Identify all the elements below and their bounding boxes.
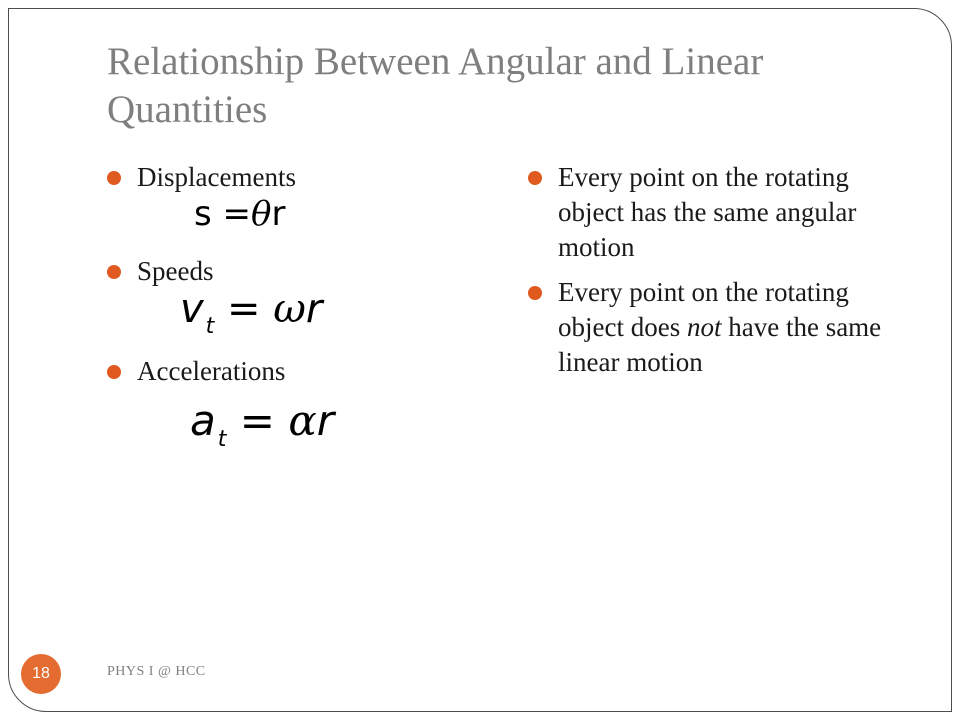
bullet-not-same-linear-motion: [528, 275, 918, 380]
eq-equals: =: [222, 194, 252, 234]
page-number-badge: [21, 654, 61, 694]
footer-text: PHYS I @ HCC: [107, 664, 206, 679]
bullet-label: Speeds: [137, 256, 214, 286]
eq-subscript: t: [217, 427, 227, 452]
bullet-speeds: [107, 254, 214, 289]
left-column: [107, 160, 437, 500]
bullet-displacements: [107, 160, 296, 195]
bullet-dot-icon: [528, 286, 542, 300]
bullet-label: Displacements: [137, 162, 296, 192]
slide-title: Relationship Between Angular and Linear Quantities: [107, 40, 764, 131]
eq-greek: θ: [251, 194, 272, 234]
bullet-dot-icon: [528, 171, 542, 185]
eq-subscript: t: [205, 314, 215, 339]
bullet-dot-icon: [107, 265, 121, 279]
bullet-text: Every point on the rotating object has the same angular motion: [558, 162, 857, 262]
emphasis-not: not: [686, 312, 722, 342]
eq-lhs: v: [180, 286, 204, 332]
bullet-same-angular-motion: [528, 160, 918, 265]
eq-rhs: r: [316, 396, 334, 445]
eq-equals: =: [227, 286, 261, 332]
equation-speed: [180, 286, 323, 339]
eq-greek: ω: [273, 286, 306, 332]
bullet-accelerations: [107, 354, 285, 389]
eq-lhs: s: [194, 194, 212, 234]
bullet-dot-icon: [107, 365, 121, 379]
eq-lhs: a: [190, 396, 216, 445]
bullet-label: Accelerations: [137, 356, 286, 386]
bullet-text-pre: Every point on the rotating object does: [558, 277, 849, 342]
equation-displacement: [194, 194, 286, 234]
page-number: 18: [32, 665, 50, 682]
equation-acceleration: [190, 396, 334, 452]
bullet-dot-icon: [107, 171, 121, 185]
eq-greek: α: [288, 396, 317, 445]
bullet-text-post: have the same linear motion: [558, 312, 882, 377]
right-column: [528, 160, 918, 380]
eq-rhs: r: [305, 286, 323, 332]
eq-equals: =: [239, 396, 275, 445]
eq-rhs: r: [271, 194, 286, 234]
